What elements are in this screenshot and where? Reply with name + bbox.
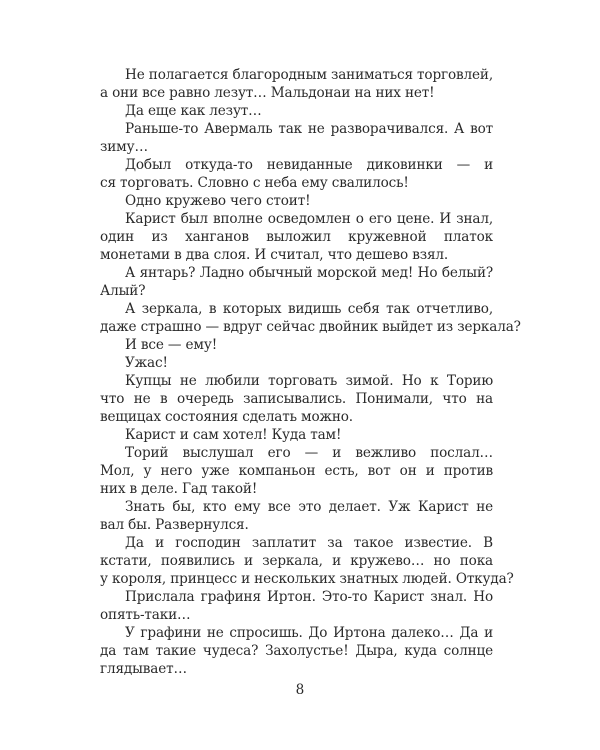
text-line: у короля, принцесс и нескольких знатных людей. Откуда? (100, 571, 514, 587)
paragraph (100, 192, 493, 210)
text-line: А янтарь? Ладно обычный морской мед! Но белый? (125, 265, 493, 281)
text-line: Не полагается благородным заниматься торговлей, (125, 67, 493, 83)
paragraph (100, 102, 493, 120)
text-line: Карист и сам хотел! Куда там! (125, 427, 342, 443)
text-line: монетами в два слоя. И считал, что дешево взял. (100, 247, 449, 263)
text-line: один из ханганов выложил кружевной платок (100, 229, 493, 245)
text-line: Знать бы, кто ему все это делает. Уж Карист не (125, 499, 493, 515)
text-line: зиму… (100, 139, 148, 155)
text-line: вещицах состояния сделать можно. (100, 409, 353, 425)
text-line: Карист был вполне осведомлен о его цене. И знал, (125, 211, 493, 227)
paragraph (100, 66, 493, 102)
text-line: Ужас! (125, 355, 168, 371)
text-line: Да и господин заплатит за такое известие. В (125, 535, 493, 551)
text-line: глядывает… (100, 661, 187, 677)
text-line: Мол, у него уже компаньон есть, вот он и против (100, 463, 493, 479)
text-line: А зеркала, в которых видишь себя так отчетливо, (125, 301, 493, 317)
text-line: кстати, появились и зеркала, и кружево… но пока (100, 553, 493, 569)
paragraph (100, 354, 493, 372)
text-line: Купцы не любили торговать зимой. Но к Торию (125, 373, 493, 389)
text-line: опять-таки… (100, 607, 191, 623)
text-line: Торий выслушал его — и вежливо послал… (125, 445, 493, 461)
body-text (100, 66, 521, 678)
paragraph (100, 336, 493, 354)
page-number: 8 (295, 682, 305, 698)
text-line: Добыл откуда-то невиданные диковинки — и (125, 157, 493, 173)
paragraph (100, 156, 493, 192)
paragraph (100, 534, 514, 588)
text-line: даже страшно — вдруг сейчас двойник выйдет из зеркала? (100, 319, 521, 335)
text-line: них в деле. Гад такой! (100, 481, 258, 497)
paragraph (100, 120, 493, 156)
text-line: ся торговать. Словно с неба ему свалилось! (100, 175, 409, 191)
text-line: да там такие чудеса? Захолустье! Дыра, куда солнце (100, 643, 493, 659)
text-line: что не в очередь записывались. Понимали, что на (100, 391, 493, 407)
paragraph (100, 498, 493, 534)
text-line: И все — ему! (125, 337, 218, 353)
paragraph (100, 300, 521, 336)
paragraph (100, 624, 493, 678)
text-line: Да еще как лезут… (125, 103, 262, 119)
paragraph (100, 264, 493, 300)
text-line: Прислала графиня Иртон. Это-то Карист знал. Но (125, 589, 493, 605)
paragraph (100, 588, 493, 624)
text-line: а они все равно лезут… Мальдонаи на них нет! (100, 85, 435, 101)
paragraph (100, 426, 493, 444)
paragraph (100, 444, 493, 498)
text-line: Раньше-то Авермаль так не разворачивался. А вот (125, 121, 493, 137)
text-line: Одно кружево чего стоит! (125, 193, 311, 209)
text-line: Алый? (100, 283, 146, 299)
paragraph (100, 210, 493, 264)
text-line: вал бы. Развернулся. (100, 517, 249, 533)
paragraph (100, 372, 493, 426)
text-line: У графини не спросишь. До Иртона далеко… Да и (125, 625, 493, 641)
